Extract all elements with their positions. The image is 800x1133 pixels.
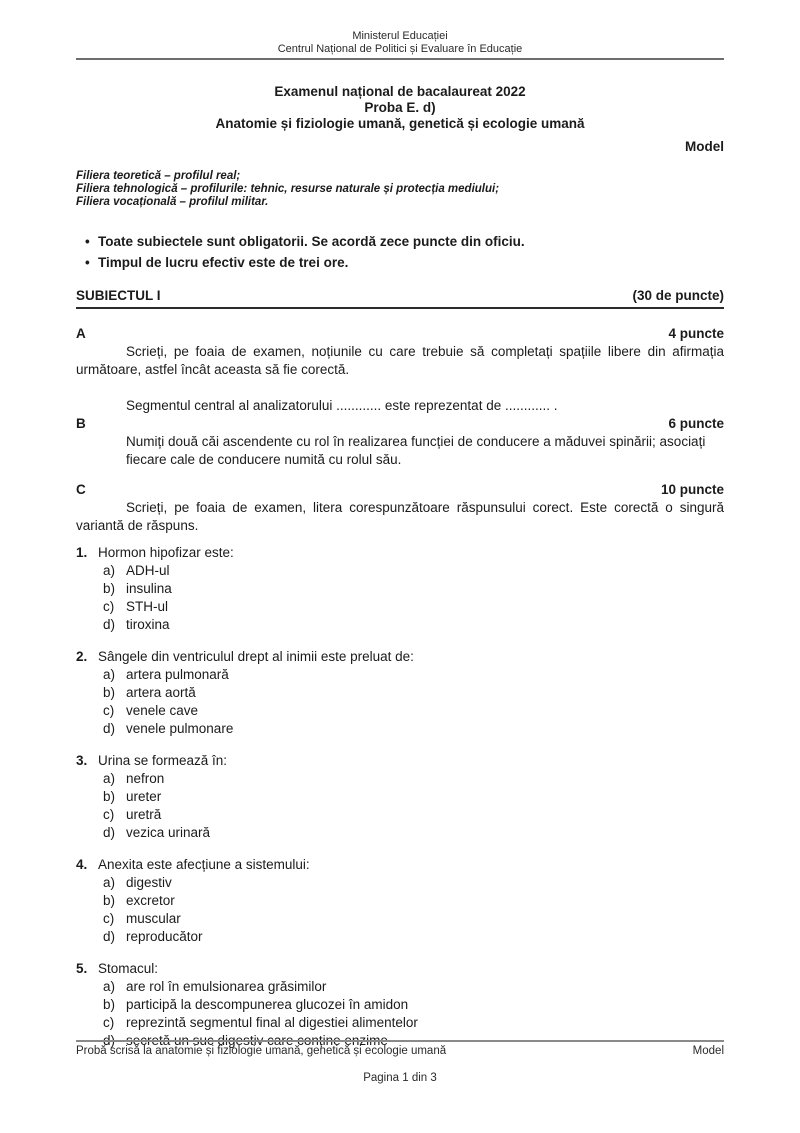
answer-option xyxy=(76,1014,724,1032)
answer-option xyxy=(76,806,724,824)
option-text: ADH-ul xyxy=(126,563,170,578)
option-letter: b) xyxy=(103,997,116,1012)
bullet-icon: • xyxy=(85,255,90,270)
instruction-item xyxy=(76,252,724,273)
answer-option xyxy=(76,892,724,910)
option-text: reproducător xyxy=(126,929,203,944)
option-text: reprezintă segmentul final al digestiei alimentelor xyxy=(126,1015,418,1030)
answer-option xyxy=(76,770,724,788)
question-number: 3. xyxy=(76,753,88,768)
option-letter: c) xyxy=(103,1015,115,1030)
option-letter: d) xyxy=(103,721,116,736)
fill-in-statement: Segmentul central al analizatorului ............ este reprezentat de ............ . xyxy=(126,398,558,413)
answer-option xyxy=(76,666,724,684)
section-a-intro: Scrieți, pe foaia de examen, noțiunile cu care trebuie să completați spațiile libere din afirmația următoare, astfel încât aceasta să fie corectă. xyxy=(76,344,724,377)
multiple-choice-questions xyxy=(76,544,724,1050)
option-text: vezica urinară xyxy=(126,825,211,840)
option-text: tiroxina xyxy=(126,617,170,632)
subiect-title: SUBIECTUL I xyxy=(76,288,161,303)
option-letter: d) xyxy=(103,929,116,944)
ministry-name: Ministerul Educației xyxy=(352,30,448,42)
section-c-intro: Scrieți, pe foaia de examen, litera corespunzătoare răspunsului corect. Este corectă o singură variantă de răspuns. xyxy=(76,500,724,533)
exam-title: Examenul național de bacalaureat 2022 xyxy=(274,84,526,99)
question-number: 2. xyxy=(76,649,88,664)
footer-model-label: Model xyxy=(692,1045,724,1057)
option-text: muscular xyxy=(126,911,181,926)
question-line xyxy=(76,648,724,666)
section-b-heading xyxy=(76,415,724,433)
footer-exam-description: Probă scrisă la anatomie și fiziologie umană, genetică și ecologie umană xyxy=(76,1045,447,1057)
option-text: secretă un suc digestiv care conține enzime xyxy=(126,1033,388,1048)
question-number: 1. xyxy=(76,545,88,560)
option-letter: b) xyxy=(103,893,116,908)
question-line xyxy=(76,856,724,874)
answer-option xyxy=(76,720,724,738)
option-letter: d) xyxy=(103,825,116,840)
answer-option xyxy=(76,996,724,1014)
option-letter: b) xyxy=(103,685,116,700)
general-instructions xyxy=(76,231,724,273)
section-b-text: Numiți două căi ascendente cu rol în realizarea funcției de conducere a măduvei spinării; asociați fiecare cale de conducere numită cu rolul său. xyxy=(126,434,706,467)
section-label: A xyxy=(76,326,86,341)
footer-row xyxy=(76,1044,724,1058)
question-number: 4. xyxy=(76,857,88,872)
subiect-points: (30 de puncte) xyxy=(632,288,724,303)
answer-option xyxy=(76,928,724,946)
question-block xyxy=(76,648,724,738)
question-text: Anexita este afecțiune a sistemului: xyxy=(98,857,310,872)
option-text: digestiv xyxy=(126,875,172,890)
question-text: Hormon hipofizar este: xyxy=(98,545,234,560)
question-block xyxy=(76,960,724,1050)
answer-option xyxy=(76,598,724,616)
answer-option xyxy=(76,702,724,720)
option-letter: c) xyxy=(103,911,115,926)
option-letter: a) xyxy=(103,771,116,786)
question-text: Sângele din ventriculul drept al inimii este preluat de: xyxy=(98,649,414,664)
option-text: insulina xyxy=(126,581,172,596)
section-c-heading xyxy=(76,481,724,499)
option-letter: c) xyxy=(103,599,115,614)
answer-option xyxy=(76,562,724,580)
question-text: Stomacul: xyxy=(98,961,159,976)
answer-option xyxy=(76,978,724,996)
question-number: 5. xyxy=(76,961,88,976)
option-text: uretră xyxy=(126,807,162,822)
question-block xyxy=(76,544,724,634)
answer-option xyxy=(76,788,724,806)
option-text: are rol în emulsionarea grăsimilor xyxy=(126,979,327,994)
option-text: venele pulmonare xyxy=(126,721,234,736)
document-header xyxy=(76,30,724,56)
option-text: excretor xyxy=(126,893,175,908)
subiect-heading-row xyxy=(76,287,724,309)
model-label: Model xyxy=(685,139,724,154)
section-label: B xyxy=(76,416,86,431)
page-footer xyxy=(76,1040,724,1085)
proba-label: Proba E. d) xyxy=(364,100,436,115)
question-block xyxy=(76,856,724,946)
page-number: Pagina 1 din 3 xyxy=(363,1072,437,1084)
option-text: ureter xyxy=(126,789,162,804)
option-letter: c) xyxy=(103,703,115,718)
option-text: nefron xyxy=(126,771,165,786)
option-letter: a) xyxy=(103,563,116,578)
section-points: 4 puncte xyxy=(668,326,724,341)
option-letter: b) xyxy=(103,581,116,596)
option-letter: a) xyxy=(103,875,116,890)
option-text: STH-ul xyxy=(126,599,169,614)
section-label: C xyxy=(76,482,86,497)
issuing-center-name: Centrul Național de Politici și Evaluare în Educație xyxy=(277,43,523,55)
answer-option xyxy=(76,684,724,702)
filiera-line: Filiera teoretică – profilul real; xyxy=(76,170,241,182)
bullet-icon: • xyxy=(85,234,90,249)
option-letter: b) xyxy=(103,789,116,804)
instruction-text: Timpul de lucru efectiv este de trei ore. xyxy=(98,255,349,270)
section-points: 6 puncte xyxy=(668,416,724,431)
answer-option xyxy=(76,824,724,842)
option-letter: c) xyxy=(103,807,115,822)
option-text: participă la descompunerea glucozei în amidon xyxy=(126,997,409,1012)
section-points: 10 puncte xyxy=(660,482,724,497)
option-text: venele cave xyxy=(126,703,199,718)
answer-option xyxy=(76,910,724,928)
question-line xyxy=(76,752,724,770)
filiera-block xyxy=(76,170,724,209)
option-letter: a) xyxy=(103,979,116,994)
question-text: Urina se formează în: xyxy=(98,753,228,768)
header-divider xyxy=(76,58,724,60)
answer-option xyxy=(76,616,724,634)
option-letter: a) xyxy=(103,667,116,682)
option-letter: d) xyxy=(103,617,116,632)
exam-subject-title: Anatomie și fiziologie umană, genetică și ecologie umană xyxy=(215,116,585,131)
question-line xyxy=(76,544,724,562)
instruction-item xyxy=(76,231,724,252)
question-block xyxy=(76,752,724,842)
option-text: artera pulmonară xyxy=(126,667,229,682)
option-text: artera aortă xyxy=(126,685,196,700)
answer-option xyxy=(76,874,724,892)
footer-divider xyxy=(76,1040,724,1042)
section-a-heading xyxy=(76,325,724,343)
title-block xyxy=(76,84,724,132)
instruction-text: Toate subiectele sunt obligatorii. Se acordă zece puncte din oficiu. xyxy=(98,234,525,249)
option-letter: d) xyxy=(103,1033,116,1048)
answer-option xyxy=(76,580,724,598)
filiera-line: Filiera vocațională – profilul militar. xyxy=(76,196,269,208)
question-line xyxy=(76,960,724,978)
filiera-line: Filiera tehnologică – profilurile: tehnic, resurse naturale și protecția mediului; xyxy=(76,183,500,195)
